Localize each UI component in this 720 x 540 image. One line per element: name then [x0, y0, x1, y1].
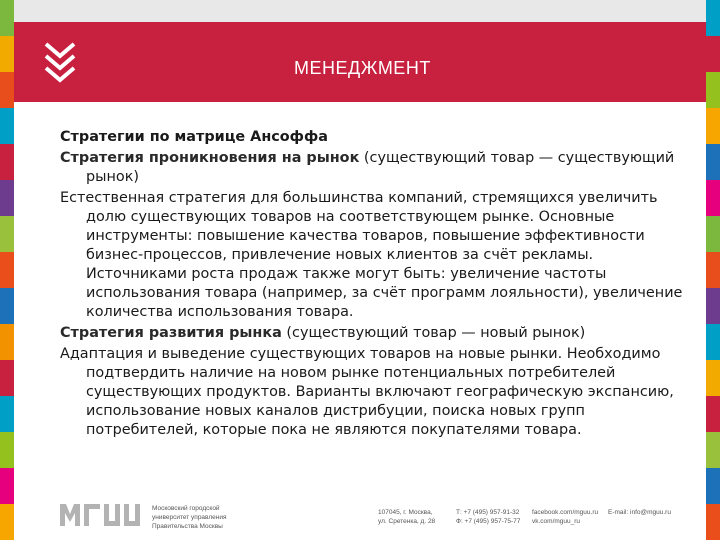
- color-stripe: [706, 0, 720, 36]
- strategy-penetration-title: Стратегия проникновения на рынок: [60, 150, 360, 166]
- footer-phones: Т: +7 (495) 957-91-32 Ф: +7 (495) 957-75-77: [456, 509, 521, 525]
- color-stripe: [706, 36, 720, 72]
- color-stripe: [0, 36, 14, 72]
- color-stripe: [706, 144, 720, 180]
- color-stripe: [706, 504, 720, 540]
- color-stripe: [706, 288, 720, 324]
- strategy-penetration-description: Естественная стратегия для большинства компаний, стремящихся увеличить долю существующих товаров на соответствующем рынке. Основные инструменты: повышение качества товаров, повышение эффективности бизнес-процессов, привлечение новых клиентов за счёт рекламы. Источниками роста продаж также могут быть: увеличение частоты использования товара (например, за счёт программ лояльности), увеличение количества использования товара.: [60, 190, 683, 320]
- left-color-stripes: [0, 0, 14, 540]
- color-stripe: [706, 432, 720, 468]
- top-bar: [0, 0, 720, 22]
- strategy-market-dev-paragraph: [60, 324, 690, 343]
- color-stripe: [706, 180, 720, 216]
- color-stripe: [0, 504, 14, 540]
- footer-email[interactable]: E-mail: info@mguu.ru: [608, 509, 671, 516]
- color-stripe: [0, 432, 14, 468]
- chevrons-down-icon: [40, 40, 80, 86]
- color-stripe: [706, 216, 720, 252]
- section-heading: Стратегии по матрице Ансоффа: [60, 129, 328, 145]
- footer-address: 107045, г. Москва, ул. Сретенка, д. 28: [378, 509, 436, 525]
- strategy-market-dev-title: Стратегия развития рынка: [60, 325, 282, 341]
- title-banner: [14, 22, 706, 102]
- right-color-stripes: [706, 0, 720, 540]
- color-stripe: [0, 468, 14, 504]
- footer: [60, 496, 700, 532]
- color-stripe: [706, 72, 720, 108]
- footer-social: [532, 508, 598, 526]
- slide-title: МЕНЕДЖМЕНТ: [294, 58, 431, 78]
- strategy-penetration-subtitle: (существующий товар — существующий рынок): [86, 150, 675, 185]
- color-stripe: [0, 144, 14, 180]
- color-stripe: [0, 180, 14, 216]
- color-stripe: [0, 396, 14, 432]
- color-stripe: [706, 468, 720, 504]
- color-stripe: [0, 0, 14, 36]
- color-stripe: [0, 288, 14, 324]
- footer-facebook-link[interactable]: facebook.com/mguu.ru: [532, 509, 599, 516]
- color-stripe: [706, 396, 720, 432]
- strategy-market-dev-description: Адаптация и выведение существующих товаров на новые рынки. Необходимо подтвердить наличие на новом рынке потенциальных потребителей существующих продуктов. Варианты включают географическую экспансию, использование новых каналов дистрибуции, поиска новых групп потребителей, которые пока не являются покупателями товара.: [60, 346, 674, 438]
- color-stripe: [0, 324, 14, 360]
- color-stripe: [0, 216, 14, 252]
- color-stripe: [706, 360, 720, 396]
- mgu-logo-icon: [60, 500, 146, 528]
- strategy-penetration-paragraph: [60, 149, 690, 187]
- strategy-market-dev-subtitle: (существующий товар — новый рынок): [281, 325, 586, 341]
- color-stripe: [0, 252, 14, 288]
- color-stripe: [706, 252, 720, 288]
- color-stripe: [706, 324, 720, 360]
- color-stripe: [0, 108, 14, 144]
- color-stripe: [0, 72, 14, 108]
- footer-org: Московский городской университет управления Правительства Москвы: [152, 505, 227, 530]
- footer-vk-link[interactable]: vk.com/mguu_ru: [532, 518, 581, 525]
- slide-content: [60, 128, 690, 442]
- color-stripe: [0, 360, 14, 396]
- color-stripe: [706, 108, 720, 144]
